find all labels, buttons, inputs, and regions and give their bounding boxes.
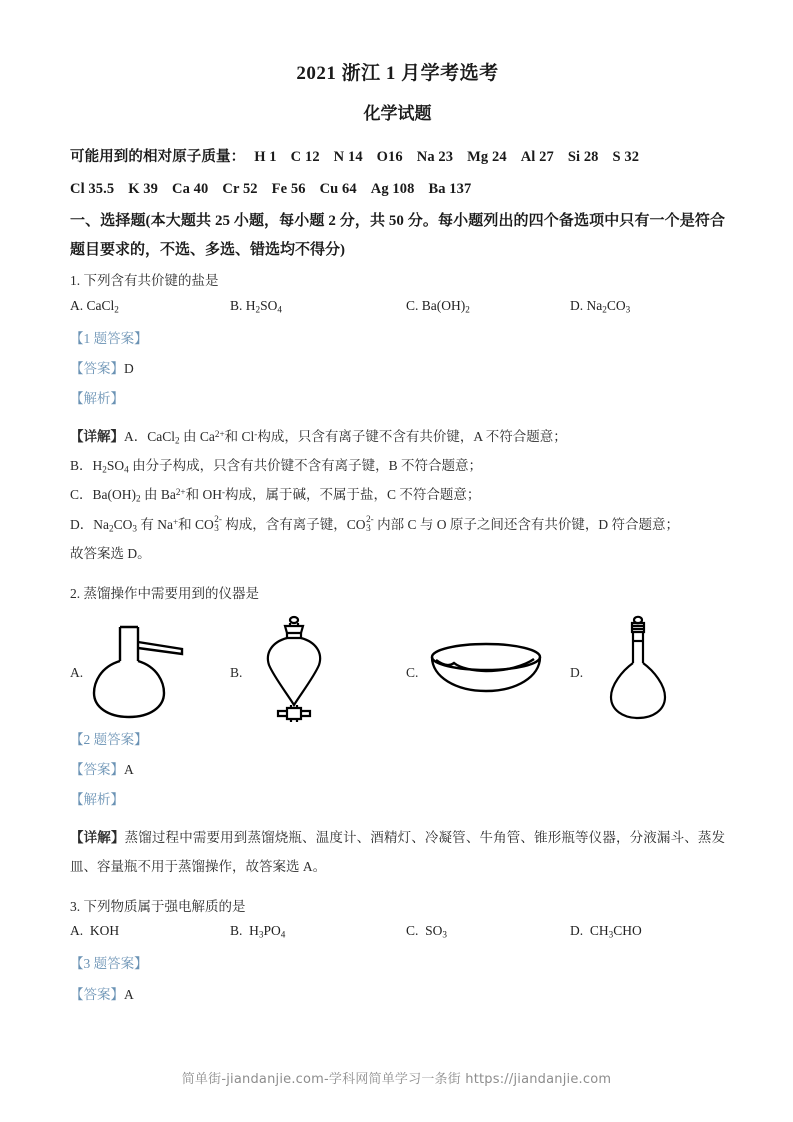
spacer: [70, 415, 725, 422]
q1-detail-line-5: 故答案选 D。: [70, 546, 151, 562]
q2-answer-value: A: [124, 762, 134, 778]
question-1-stem: 1. 下列含有共价键的盐是: [70, 273, 219, 288]
section-heading: 一、选择题(本大题共 25 小题，每小题 2 分，共 50 分。每小题列出的四个备选项中只有一个是符合题目要求的，不选、多选、错选均不得分): [70, 212, 725, 258]
mass-cu: Cu 64: [319, 180, 357, 197]
atomic-masses-line-2: [70, 175, 725, 205]
q1-answer-label: 【答案】: [70, 361, 124, 377]
spacer: [70, 881, 725, 894]
q1-option-d[interactable]: D. $Na_2CO_3$: [570, 297, 631, 315]
q2-detail-text: 蒸馏过程中需要用到蒸馏烧瓶、温度计、酒精灯、冷凝管、牛角管、锥形瓶等仪器，分液漏斗、蒸发皿、容量瓶不用于蒸馏操作，故答案选 A。: [70, 829, 726, 874]
mass-ag: Ag 108: [370, 180, 415, 197]
question-3-stem: 3. 下列物质属于强电解质的是: [70, 898, 246, 914]
q3-option-a[interactable]: A. KOH: [70, 923, 120, 939]
question-2-stem: 2. 蒸馏操作中需要用到的仪器是: [70, 586, 259, 602]
q3-answer-label: 【答案】: [70, 986, 124, 1002]
page-subtitle: 化学试题: [363, 103, 432, 123]
mass-na: Na 23: [416, 148, 454, 165]
q3-option-d[interactable]: D. $CH_3CHO$: [570, 923, 642, 941]
mass-al: Al 27: [520, 148, 554, 165]
q3-answer-header: 【3 题答案】: [70, 956, 148, 972]
page-footer: 简单街-jiandanjie.com-学科网简单学习一条街 https://jiandanjie.com: [181, 1072, 612, 1087]
q1-detail-line-2: B．$H_2SO_4$ 由分子构成，只含有共价键不含有离子键，B 不符合题意；: [70, 458, 482, 475]
q2-option-c-label: C.: [406, 664, 419, 680]
evaporating-dish-icon: [428, 641, 548, 701]
mass-ca: Ca 40: [172, 180, 209, 197]
q2-answer-line: [70, 755, 725, 785]
distillation-flask-icon: [90, 621, 200, 721]
atomic-masses-line-1: [70, 143, 725, 173]
q3-answer-value: A: [124, 986, 134, 1002]
q2-option-d-label: D.: [570, 664, 584, 680]
mass-o: O16: [376, 148, 403, 165]
q1-detail-line-4: D．$Na_2CO_3$ 有 Na+和 CO 2- 3 构成，含有离子键，CO 2- 3 内部 C 与 O 原子之间还含有共价键，D 符合题意；: [70, 514, 679, 534]
mass-k: K 39: [128, 180, 159, 197]
mass-cr: Cr 52: [222, 180, 258, 197]
mass-c: C 12: [290, 148, 320, 165]
q2-detail-label: 【详解】: [70, 829, 125, 845]
q1-detail-label: 【详解】: [70, 428, 124, 444]
question-1-options: [70, 298, 725, 324]
mass-mg: Mg 24: [467, 148, 507, 165]
question-2-apparatus-row: [70, 613, 725, 725]
q2-answer-label: 【答案】: [70, 762, 124, 778]
q1-answer-line: [70, 354, 725, 384]
q2-option-a-label: A.: [70, 664, 84, 680]
mass-si: Si 28: [567, 148, 599, 165]
q2-analysis-label: 【解析】: [70, 792, 124, 808]
q1-analysis-label: 【解析】: [70, 391, 124, 407]
spacer: [70, 816, 725, 823]
volumetric-flask-icon: [598, 615, 678, 723]
atomic-masses-label: 可能用到的相对原子质量：: [70, 148, 246, 165]
mass-cl: Cl 35.5: [70, 180, 115, 197]
mass-h: H 1: [254, 148, 277, 165]
page-title: 2021 浙江 1 月学考选考: [296, 63, 499, 84]
q1-option-b[interactable]: B. $H_2SO_4$: [230, 297, 282, 315]
q1-option-a[interactable]: A. CaCl$_2$: [70, 297, 119, 315]
q1-detail-line-3: C．$Ba(OH)_2$ 由 $Ba^{2+}$和 OH-构成，属于碱，不属于盐，C 不符合题意；: [70, 487, 481, 504]
q2-detail: [70, 823, 725, 881]
mass-n: N 14: [333, 148, 363, 165]
mass-ba: Ba 137: [428, 180, 472, 197]
q2-option-b-label: B.: [230, 664, 243, 680]
q3-option-b[interactable]: B. $H_3PO_4$: [230, 923, 286, 941]
question-3-options: [70, 923, 725, 949]
q1-detail-line-1: 【详解】A．CaCl$_2$ 由 $Ca^{2+}$和 Cl-构成，只含有离子键不含有共价键，A 不符合题意；: [70, 428, 567, 446]
document-content: [70, 62, 725, 1010]
q2-option-a[interactable]: [70, 613, 230, 725]
spacer: [70, 568, 725, 581]
mass-s: S 32: [612, 148, 640, 165]
q2-option-d[interactable]: [570, 613, 725, 725]
separatory-funnel-icon: [254, 615, 334, 723]
q2-option-b[interactable]: [230, 613, 390, 725]
mass-fe: Fe 56: [271, 180, 306, 197]
q1-answer-header: 【1 题答案】: [70, 330, 148, 346]
q2-option-c[interactable]: [406, 613, 566, 725]
q2-answer-header: 【2 题答案】: [70, 731, 148, 747]
q3-option-c[interactable]: C. $SO_3$: [406, 923, 447, 941]
q1-option-c[interactable]: C. $Ba(OH)_2$: [406, 297, 470, 315]
q1-answer-value: D: [124, 361, 134, 377]
q3-answer-line: [70, 980, 725, 1010]
